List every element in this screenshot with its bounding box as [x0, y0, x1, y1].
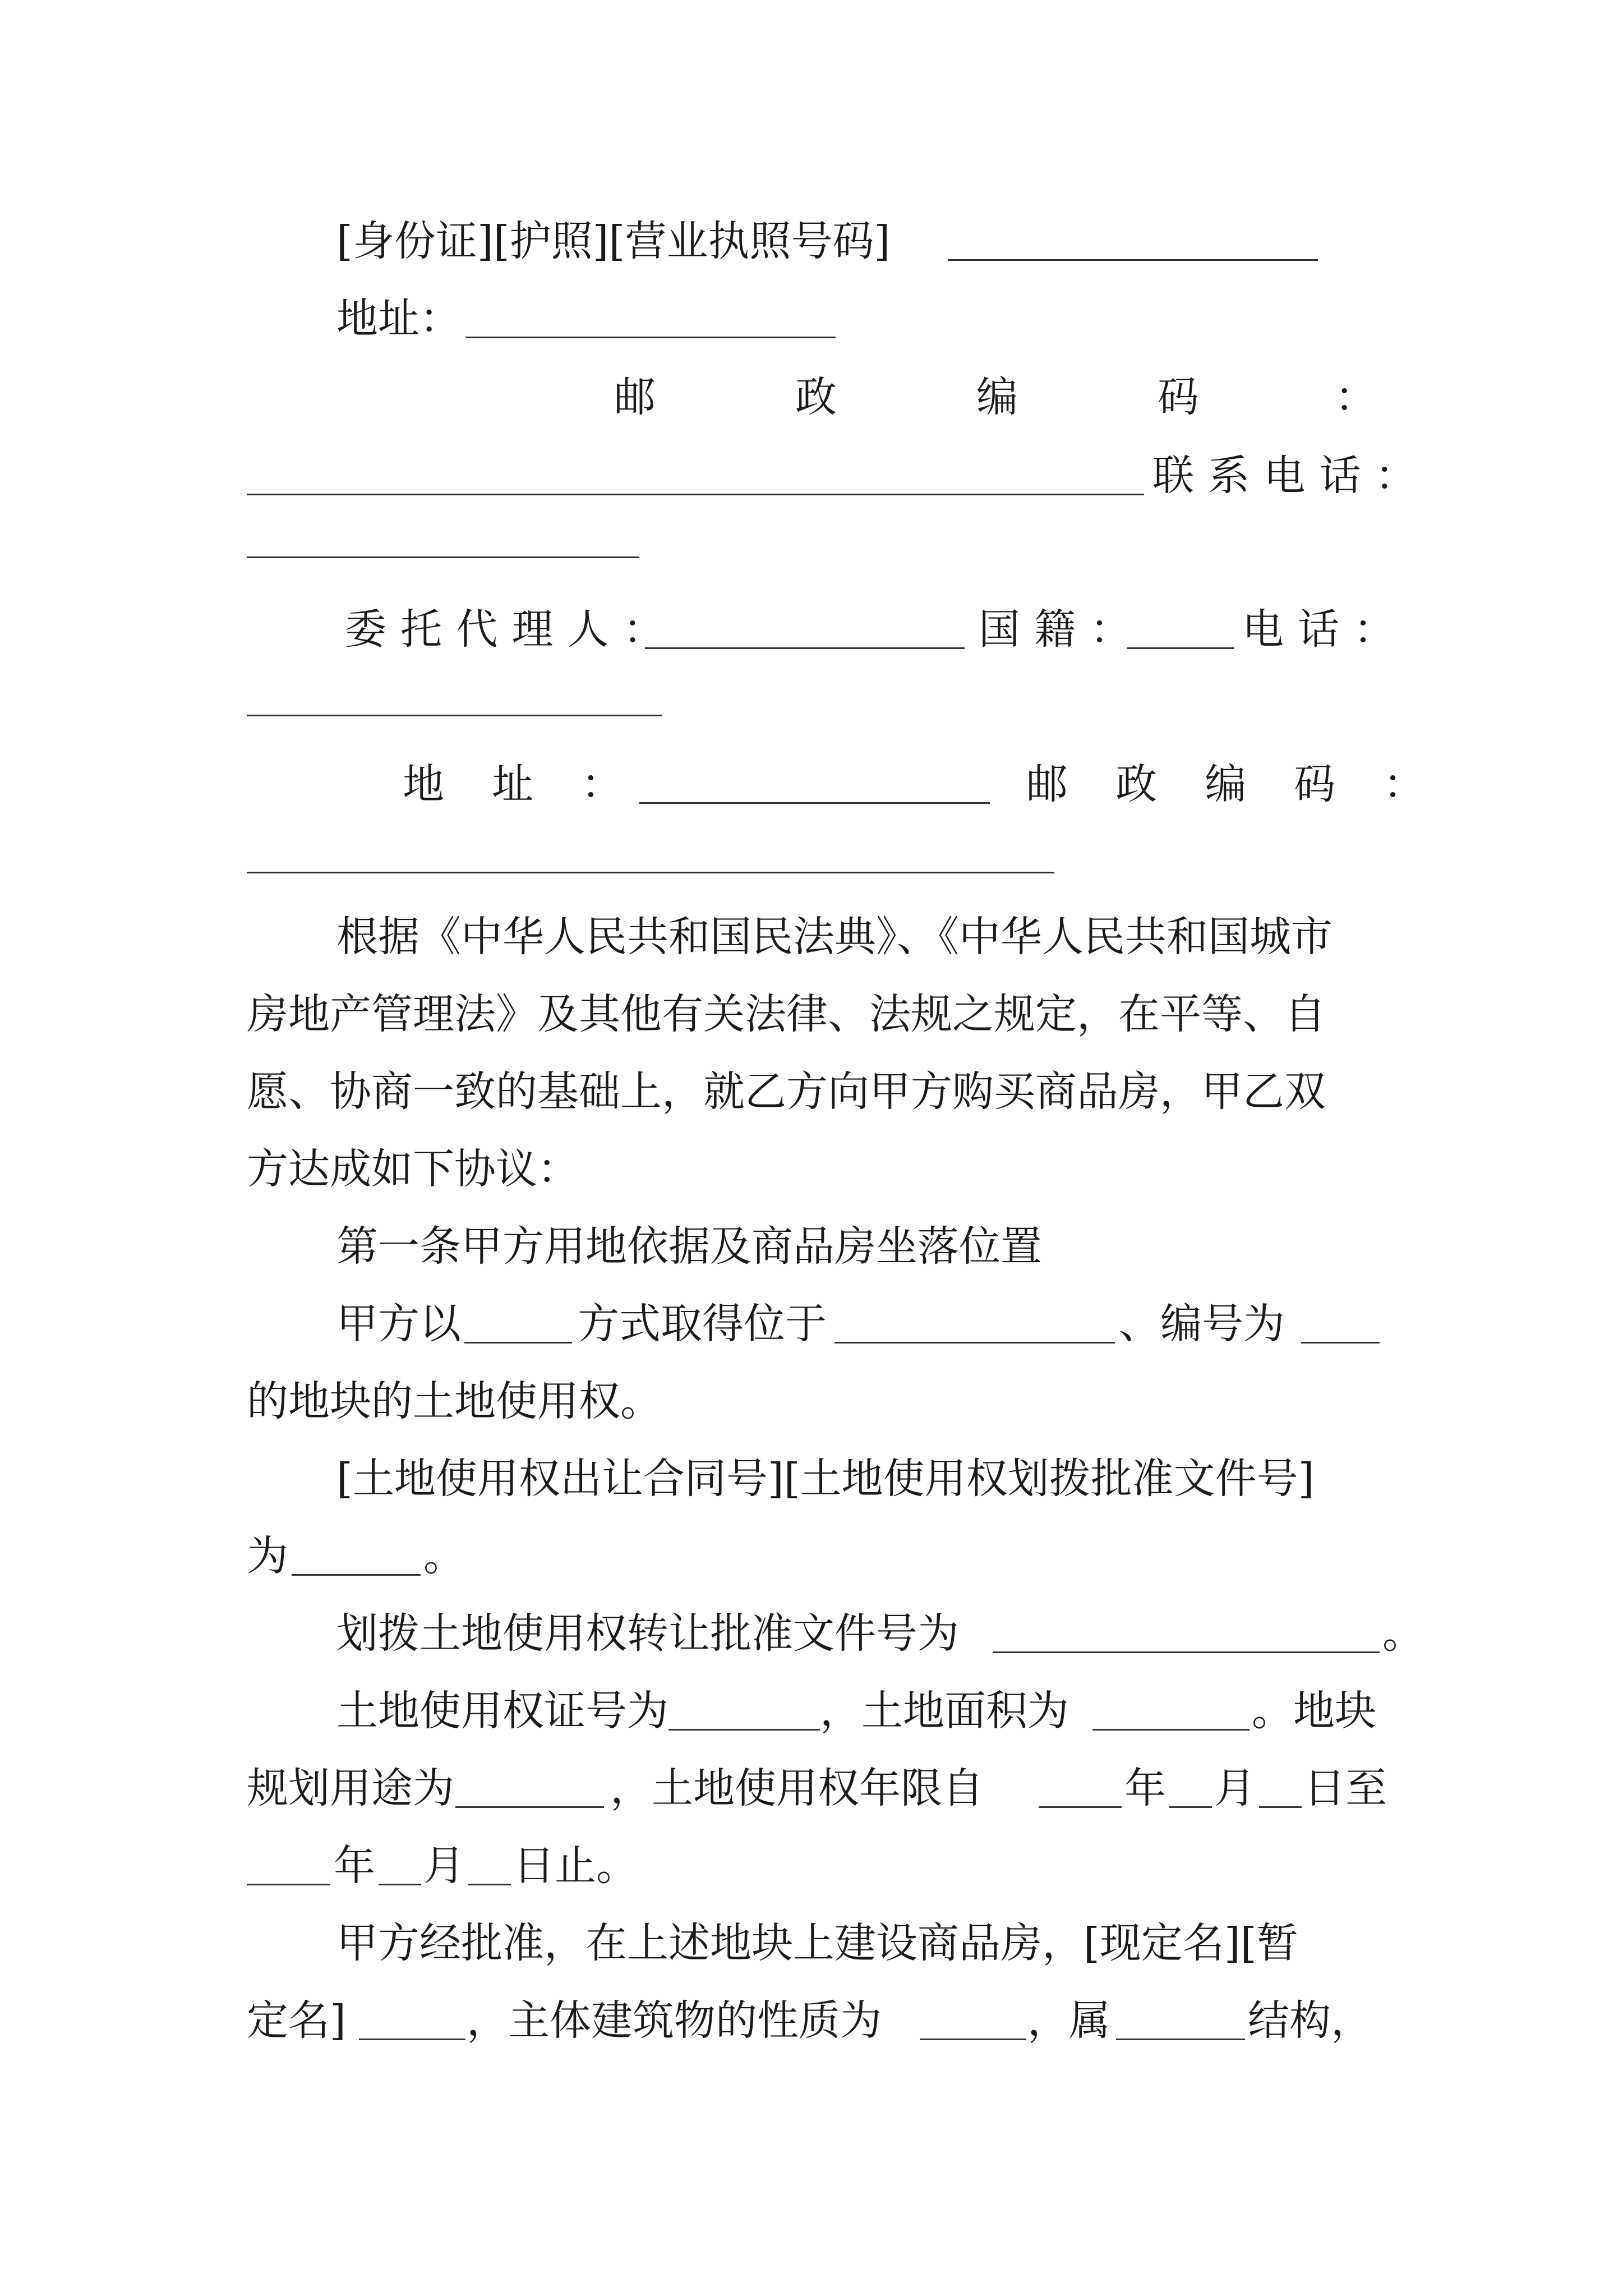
end-year-blank [247, 1884, 330, 1885]
intro-text: 愿、协商一致的基础上，就乙方向甲方购买商品房，甲乙双 [247, 1068, 1326, 1116]
land-text: 。地块 [1252, 1687, 1376, 1735]
land-text: 月 [1214, 1764, 1256, 1812]
building-text: ，主体建筑物的性质为 [467, 1996, 882, 2045]
start-year-blank [1039, 1806, 1122, 1808]
agent-label: 委托代理人： [345, 605, 679, 654]
structure-type-blank [1116, 2039, 1245, 2040]
intro-text: 房地产管理法》及其他有关法律、法规之规定，在平等、自 [247, 990, 1326, 1038]
building-text: ，属 [1027, 1996, 1110, 2045]
end-day-blank [468, 1884, 511, 1885]
land-acquisition-line [0, 1290, 1623, 1358]
agent-address-label: 地址： [403, 760, 671, 808]
address-blank [465, 337, 836, 338]
certificate-number-blank [668, 1729, 820, 1731]
land-text: 土地使用权证号为 [336, 1687, 668, 1735]
postcode-line [0, 364, 1623, 431]
agent-line [0, 596, 1623, 663]
intro-text: 根据《中华人民共和国民法典》、《中华人民共和国城市 [336, 913, 1332, 961]
agent-phone-blank-line [0, 663, 1623, 730]
id-number-line [0, 208, 1623, 275]
nationality-label: 国籍： [979, 605, 1146, 654]
land-text: ，土地使用权年限自 [610, 1764, 984, 1812]
transfer-approval-line [0, 1600, 1623, 1667]
phone-label: 联系电话： [1152, 452, 1431, 500]
agent-postcode-blank-line [0, 820, 1623, 887]
postcode-blank [247, 494, 1144, 495]
building-line [0, 1910, 1623, 1977]
article-title-text: 第一条甲方用地依据及商品房坐落位置 [336, 1222, 1042, 1271]
id-type-label: [身份证][护照][营业执照号码] [336, 217, 891, 265]
id-number-blank [948, 259, 1318, 261]
land-use-line-2 [0, 1832, 1623, 1899]
phone-blank [247, 556, 639, 558]
project-name-blank [359, 2039, 465, 2040]
land-text: 。 [423, 1532, 465, 1580]
postcode-char: 编 [976, 373, 1018, 421]
start-month-blank [1169, 1806, 1212, 1808]
intro-line [0, 981, 1623, 1048]
postcode-char: 码 [1158, 373, 1199, 421]
postcode-char: 邮 [614, 373, 656, 421]
land-text: 、编号为 [1119, 1300, 1285, 1348]
land-text: 月 [423, 1842, 465, 1890]
land-certificate-line [0, 1677, 1623, 1745]
contract-number-blank [292, 1574, 421, 1576]
agent-postcode-blank [247, 872, 1054, 873]
land-text: 规划用途为 [247, 1764, 454, 1812]
land-text: 年 [1124, 1764, 1166, 1812]
start-day-blank [1259, 1806, 1302, 1808]
agent-name-blank [645, 647, 965, 649]
building-text: 甲方经批准，在上述地块上建设商品房，[现定名][暂 [336, 1919, 1298, 1967]
agent-address-blank [639, 802, 990, 804]
building-nature-blank [920, 2039, 1026, 2040]
article-1-title [0, 1213, 1623, 1280]
intro-line [0, 903, 1623, 970]
phone-line [0, 442, 1623, 509]
contract-number-line-2 [0, 1522, 1623, 1590]
phone-blank-line [0, 505, 1623, 572]
address-line [0, 285, 1623, 352]
planned-use-blank [455, 1806, 604, 1808]
land-location-blank [834, 1342, 1115, 1343]
intro-line [0, 1058, 1623, 1125]
acquisition-method-blank [464, 1342, 572, 1343]
land-use-line [0, 1755, 1623, 1822]
land-text: 日至 [1304, 1764, 1387, 1812]
agent-phone-blank [247, 715, 662, 716]
address-label: 地址： [336, 295, 461, 343]
agent-address-line [0, 751, 1623, 818]
building-text: 定名] [247, 1996, 346, 2045]
postcode-char: ： [1335, 373, 1376, 421]
land-text: 划拨土地使用权转让批准文件号为 [336, 1609, 959, 1658]
land-area-blank [1092, 1729, 1249, 1731]
land-text: 方式取得位于 [578, 1300, 827, 1348]
contract-number-label: [土地使用权出让合同号][土地使用权划拨批准文件号] [336, 1455, 1315, 1503]
contract-number-line [0, 1445, 1623, 1512]
land-text: 为 [247, 1532, 288, 1580]
agent-postcode-label: 邮政编码： [1026, 760, 1473, 808]
land-text: 。 [1382, 1609, 1424, 1658]
land-text: 年 [334, 1842, 375, 1890]
intro-line [0, 1135, 1623, 1203]
end-month-blank [379, 1884, 421, 1885]
land-number-blank [1301, 1342, 1380, 1343]
transfer-approval-blank [993, 1651, 1380, 1653]
land-acquisition-line-2 [0, 1368, 1623, 1435]
postcode-char: 政 [795, 373, 837, 421]
building-text: 结构， [1248, 1996, 1372, 2045]
building-line-2 [0, 1987, 1623, 2054]
agent-phone-label: 电话： [1242, 605, 1409, 654]
land-text: ，土地面积为 [820, 1687, 1069, 1735]
land-text: 甲方以 [336, 1300, 461, 1348]
land-text: 日止。 [513, 1842, 638, 1890]
intro-text: 方达成如下协议： [247, 1145, 579, 1193]
nationality-blank [1127, 647, 1234, 649]
land-text: 的地块的土地使用权。 [247, 1377, 662, 1425]
